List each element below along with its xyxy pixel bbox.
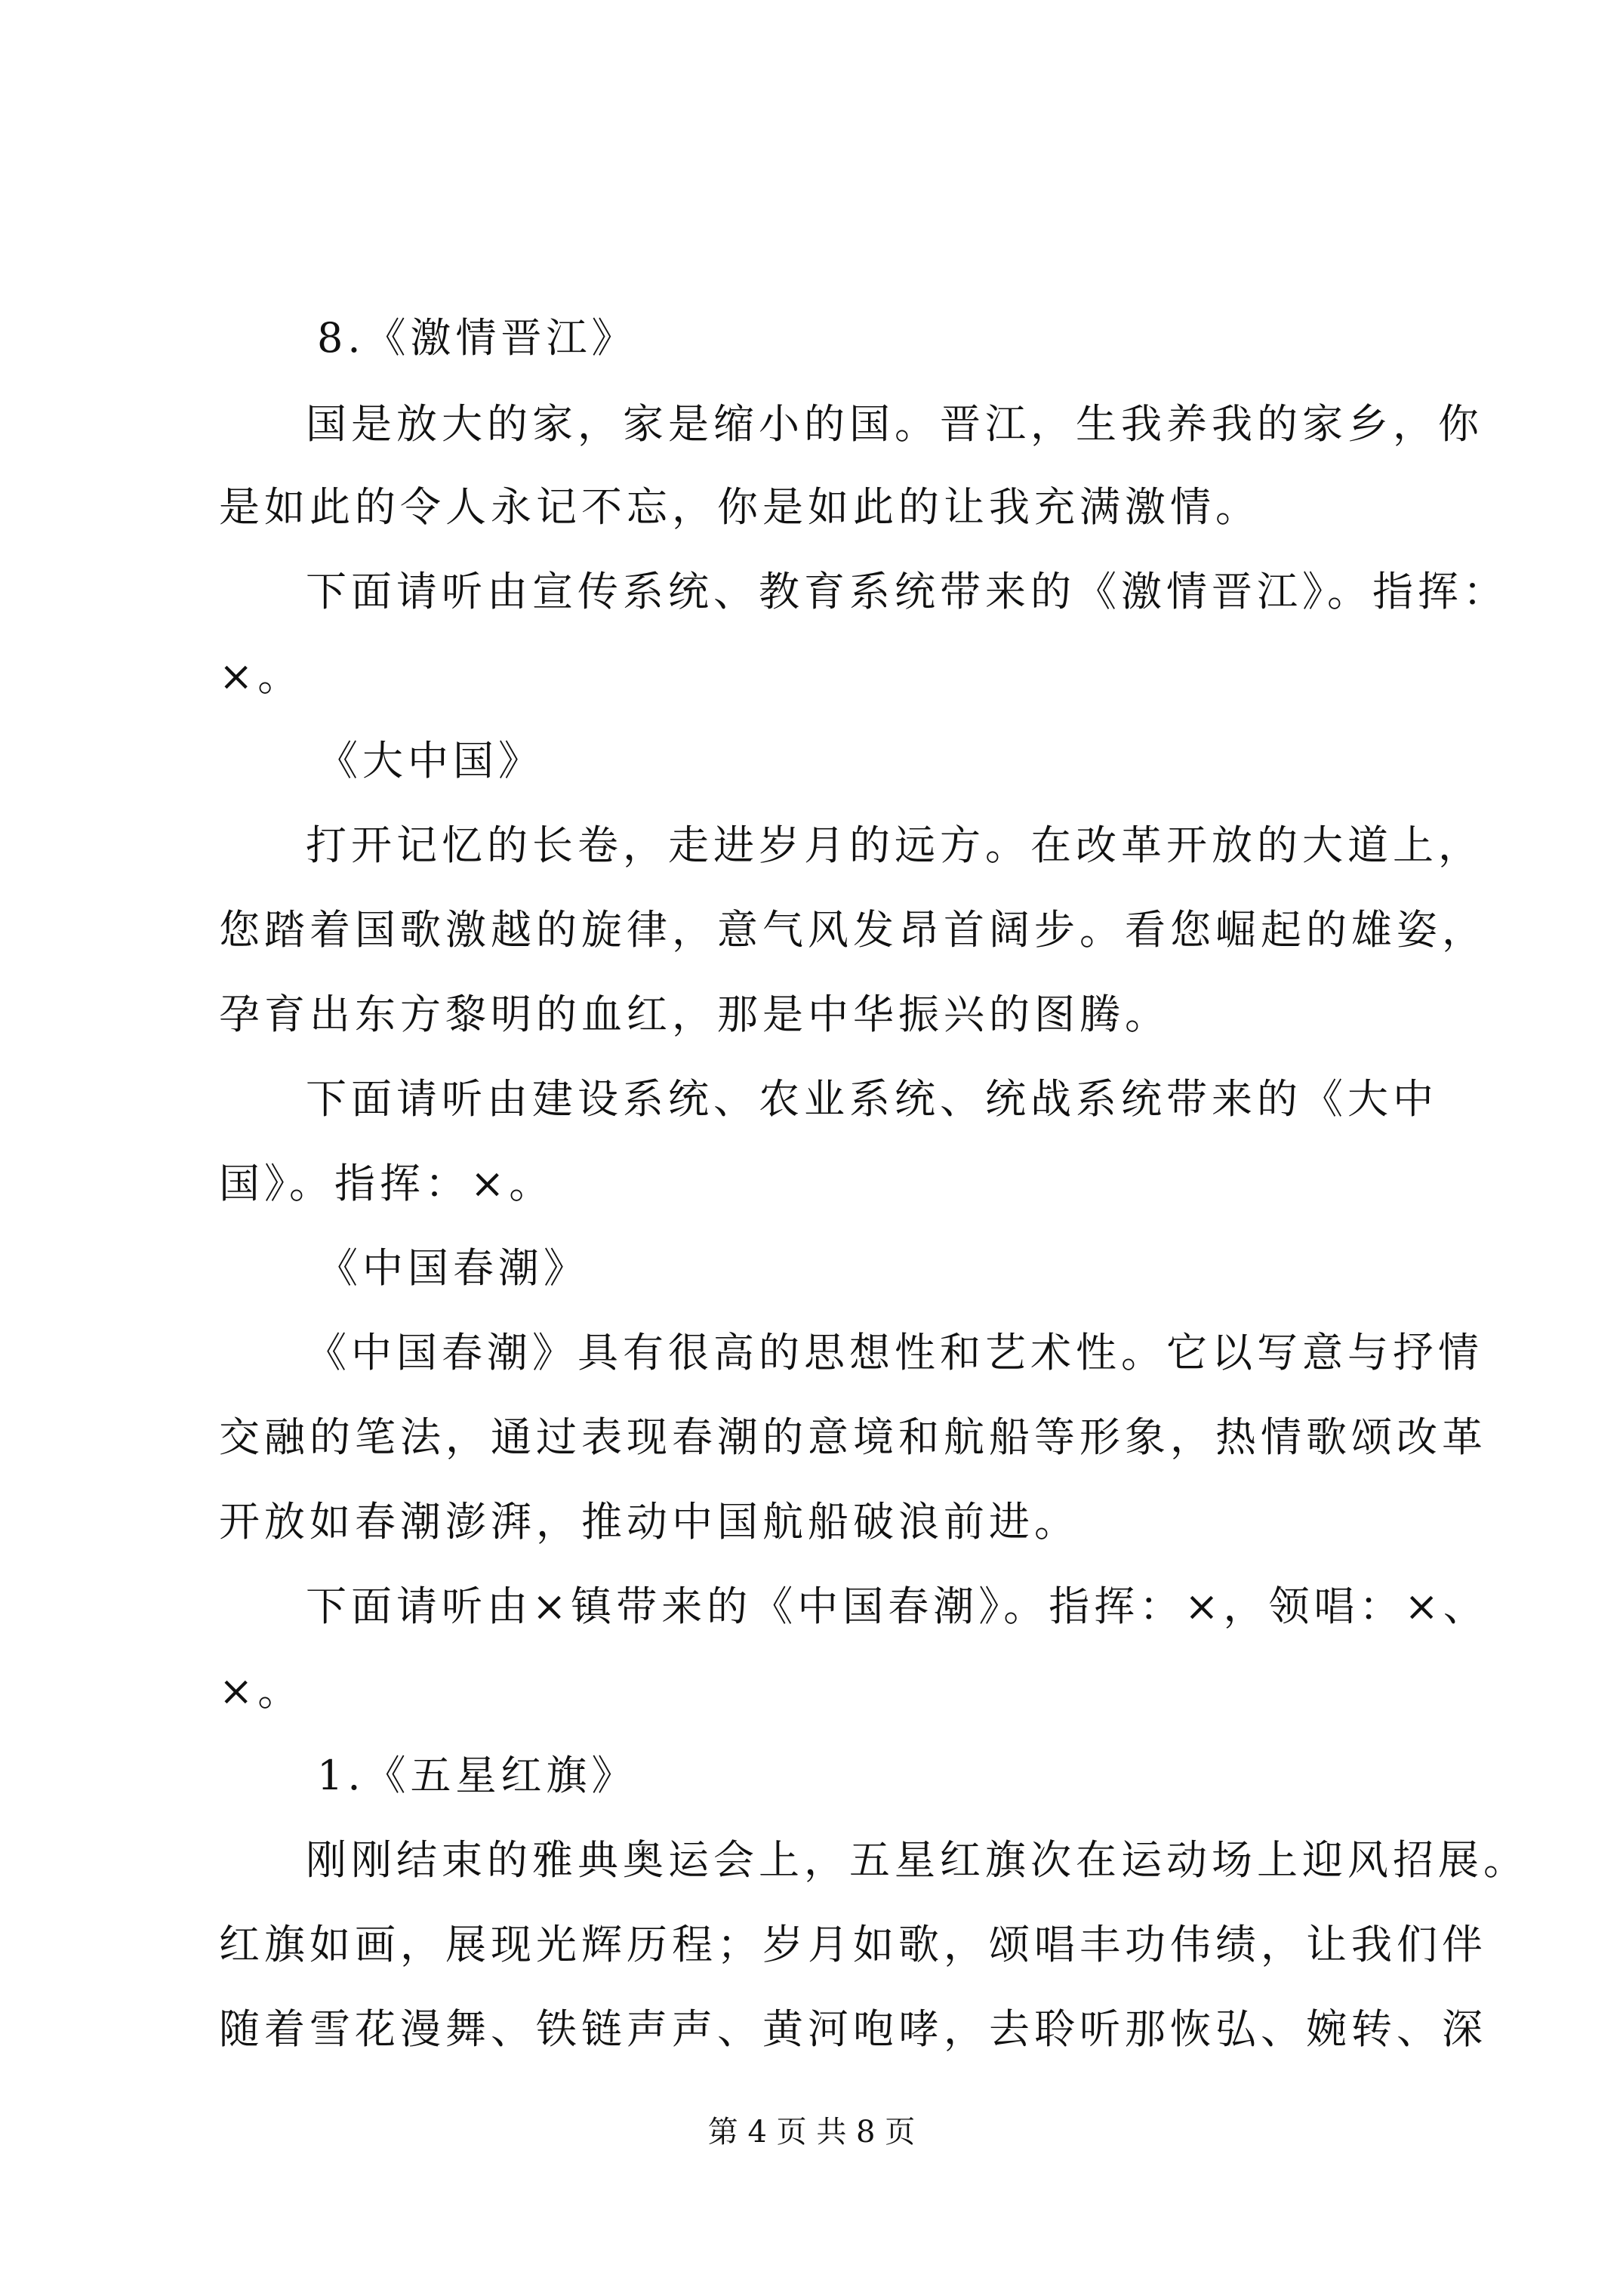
song-heading-jiqing-jinjiang: 8.《激情晋江》 (317, 314, 637, 362)
song-heading-wuxing-hongqi: 1.《五星红旗》 (317, 1752, 637, 1799)
paragraph-line: 刚刚结束的雅典奥运会上，五星红旗次在运动场上迎风招展。 (306, 1836, 1529, 1884)
paragraph-line: 您踏着国歌激越的旋律，意气风发昂首阔步。看您崛起的雄姿， (219, 906, 1487, 954)
paragraph-line: 孕育出东方黎明的血红，那是中华振兴的图腾。 (219, 991, 1170, 1038)
paragraph-line: 打开记忆的长卷，走进岁月的远方。在改革开放的大道上， (306, 821, 1483, 869)
paragraph-line: 下面请听由×镇带来的《中国春潮》。指挥：×，领唱：×、 (306, 1583, 1489, 1630)
paragraph-line: 是如此的令人永记不忘，你是如此的让我充满激情。 (219, 483, 1261, 531)
paragraph-line: 国是放大的家，家是缩小的国。晋江，生我养我的家乡，你 (306, 400, 1483, 448)
paragraph-line: 国》。指挥：×。 (219, 1160, 555, 1207)
page-number-footer: 第 4 页 共 8 页 (707, 2115, 916, 2150)
paragraph-line: 下面请听由宣传系统、教育系统带来的《激情晋江》。指挥： (306, 568, 1508, 615)
paragraph-line: 开放如春潮澎湃，推动中国航船破浪前进。 (219, 1498, 1079, 1546)
song-heading-da-zhongguo: 《大中国》 (317, 737, 544, 784)
paragraph-line: ×。 (219, 1667, 303, 1715)
paragraph-line: 交融的笔法，通过表现春潮的意境和航船等形象，热情歌颂改革 (219, 1413, 1487, 1461)
paragraph-line: 红旗如画，展现光辉历程；岁月如歌，颂唱丰功伟绩，让我们伴 (219, 1921, 1487, 1968)
paragraph-line: 下面请听由建设系统、农业系统、统战系统带来的《大中 (306, 1075, 1438, 1123)
paragraph-line: ×。 (219, 652, 303, 700)
paragraph-line: 《中国春潮》具有很高的思想性和艺术性。它以写意与抒情 (306, 1329, 1483, 1376)
song-heading-zhongguo-chunchao: 《中国春潮》 (317, 1244, 589, 1292)
paragraph-line: 随着雪花漫舞、铁链声声、黄河咆哮，去聆听那恢弘、婉转、深 (219, 2005, 1487, 2053)
